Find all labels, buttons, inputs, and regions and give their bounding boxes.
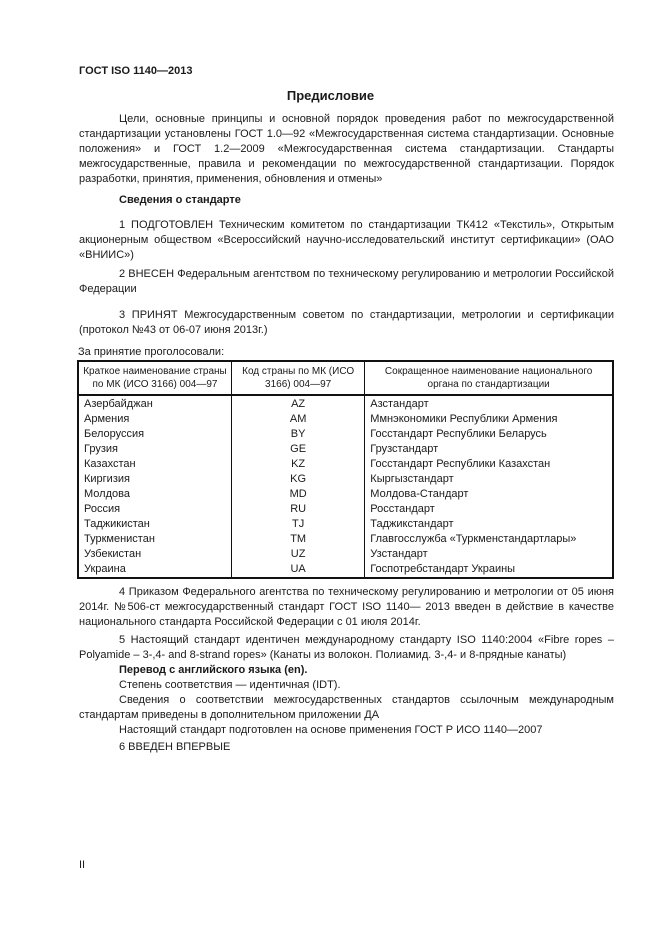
country-name: Туркменистан [78, 532, 231, 547]
item-2-introduced: 2 ВНЕСЕН Федеральным агентством по техническому регулированию и метрологии Российской Федерации [79, 268, 614, 295]
item-5-translation: Перевод с английского языка (en). [119, 664, 308, 676]
national-body: Узстандарт [365, 547, 613, 562]
item-5-group [79, 633, 614, 738]
item-4-order: 4 Приказом Федерального агентства по техническому регулированию и метрологии от 05 июня 2014г. №506-ст межгосударственный стандарт ГОСТ ISO 1140— 2013 введен в действие в качестве национального стандарта Российской Федерации с 01 июля 2014г. [79, 586, 614, 628]
table-row [78, 457, 613, 472]
votes-caption: За принятие проголосовали: [78, 346, 225, 358]
table-row [78, 472, 613, 487]
country-name: Россия [78, 502, 231, 517]
national-body: Госпотребстандарт Украины [365, 562, 613, 578]
national-body: Кыргызстандарт [365, 472, 613, 487]
national-body: Главгосслужба «Туркменстандартлары» [365, 532, 613, 547]
header-national-body: Сокращенное наименование национального органа по стандартизации [365, 361, 613, 395]
country-code: RU [231, 502, 364, 517]
country-name: Армения [78, 412, 231, 427]
country-code: AM [231, 412, 364, 427]
country-code: KZ [231, 457, 364, 472]
country-code: TJ [231, 517, 364, 532]
table-row [78, 502, 613, 517]
table-row [78, 517, 613, 532]
header-country-name: Краткое наименование страны по МК (ИСО 3166) 004—97 [78, 361, 231, 395]
country-name: Украина [78, 562, 231, 578]
table-row [78, 562, 613, 578]
national-body: Госстандарт Республики Беларусь [365, 427, 613, 442]
country-code: MD [231, 487, 364, 502]
country-name: Молдова [78, 487, 231, 502]
national-body: Молдова-Стандарт [365, 487, 613, 502]
header-country-code: Код страны по МК (ИСО 3166) 004—97 [231, 361, 364, 395]
national-body: Ммнэкономики Республики Армения [365, 412, 613, 427]
table-header-row [78, 361, 613, 395]
country-code: GE [231, 442, 364, 457]
country-code: KG [231, 472, 364, 487]
national-body: Госстандарт Республики Казахстан [365, 457, 613, 472]
votes-table [77, 360, 614, 579]
table-row [78, 427, 613, 442]
national-body: Таджикстандарт [365, 517, 613, 532]
table-row [78, 547, 613, 562]
section-heading: Сведения о стандарте [119, 194, 241, 206]
national-body: Азстандарт [365, 395, 613, 412]
country-code: AZ [231, 395, 364, 412]
country-name: Белоруссия [78, 427, 231, 442]
table-row [78, 412, 613, 427]
country-name: Киргизия [78, 472, 231, 487]
country-name: Таджикистан [78, 517, 231, 532]
item-5-references: Сведения о соответствии межгосударственных стандартов ссылочным международным стандартам приведены в дополнительном приложении ДА [79, 694, 614, 721]
country-name: Азербайджан [78, 395, 231, 412]
national-body: Грузстандарт [365, 442, 613, 457]
country-code: BY [231, 427, 364, 442]
item-3-adopted: 3 ПРИНЯТ Межгосударственным советом по стандартизации, метрологии и сертификации (протокол №43 от 06-07 июня 2013г.) [79, 309, 614, 336]
item-6-first-introduced: 6 ВВЕДЕН ВПЕРВЫЕ [119, 741, 231, 753]
national-body: Росстандарт [365, 502, 613, 517]
table-row [78, 442, 613, 457]
item-5-identical: 5 Настоящий стандарт идентичен международному стандарту ISO 1140:2004 «Fibre ropes – Polyamide – 3-,4- and 8-strand ropes» (Канаты из волокон. Полиамид. 3-,4- и 8-прядные канаты) [79, 634, 614, 661]
document-id: ГОСТ ISO 1140—2013 [79, 65, 193, 77]
intro-paragraph: Цели, основные принципы и основной порядок проведения работ по межгосударственной стандартизации установлены ГОСТ 1.0—92 «Межгосударственная система стандартизации. Основные положения» и ГОСТ 1.2—2009 «Межгосударственная система стандартизации. Стандарты межгосударственные, правила и рекомендации по межгосударственной стандартизации. Порядок разработки, принятия, применения, обновления и отмены» [79, 113, 614, 185]
table-row [78, 395, 613, 412]
country-code: UZ [231, 547, 364, 562]
country-name: Узбекистан [78, 547, 231, 562]
page-title: Предисловие [286, 88, 375, 103]
table-row [78, 532, 613, 547]
country-code: UA [231, 562, 364, 578]
item-5-degree: Степень соответствия — идентичная (IDT). [119, 679, 341, 691]
country-name: Казахстан [78, 457, 231, 472]
page-number: II [79, 859, 86, 871]
table-row [78, 487, 613, 502]
item-1-prepared: 1 ПОДГОТОВЛЕН Техническим комитетом по стандартизации ТК412 «Текстиль», Открытым акционерным обществом «Всероссийский научно-исследовательский институт сертификации» (ОАО «ВНИИС») [79, 219, 614, 261]
country-code: TM [231, 532, 364, 547]
item-5-basis: Настоящий стандарт подготовлен на основе применения ГОСТ Р ИСО 1140—2007 [119, 724, 543, 736]
country-name: Грузия [78, 442, 231, 457]
